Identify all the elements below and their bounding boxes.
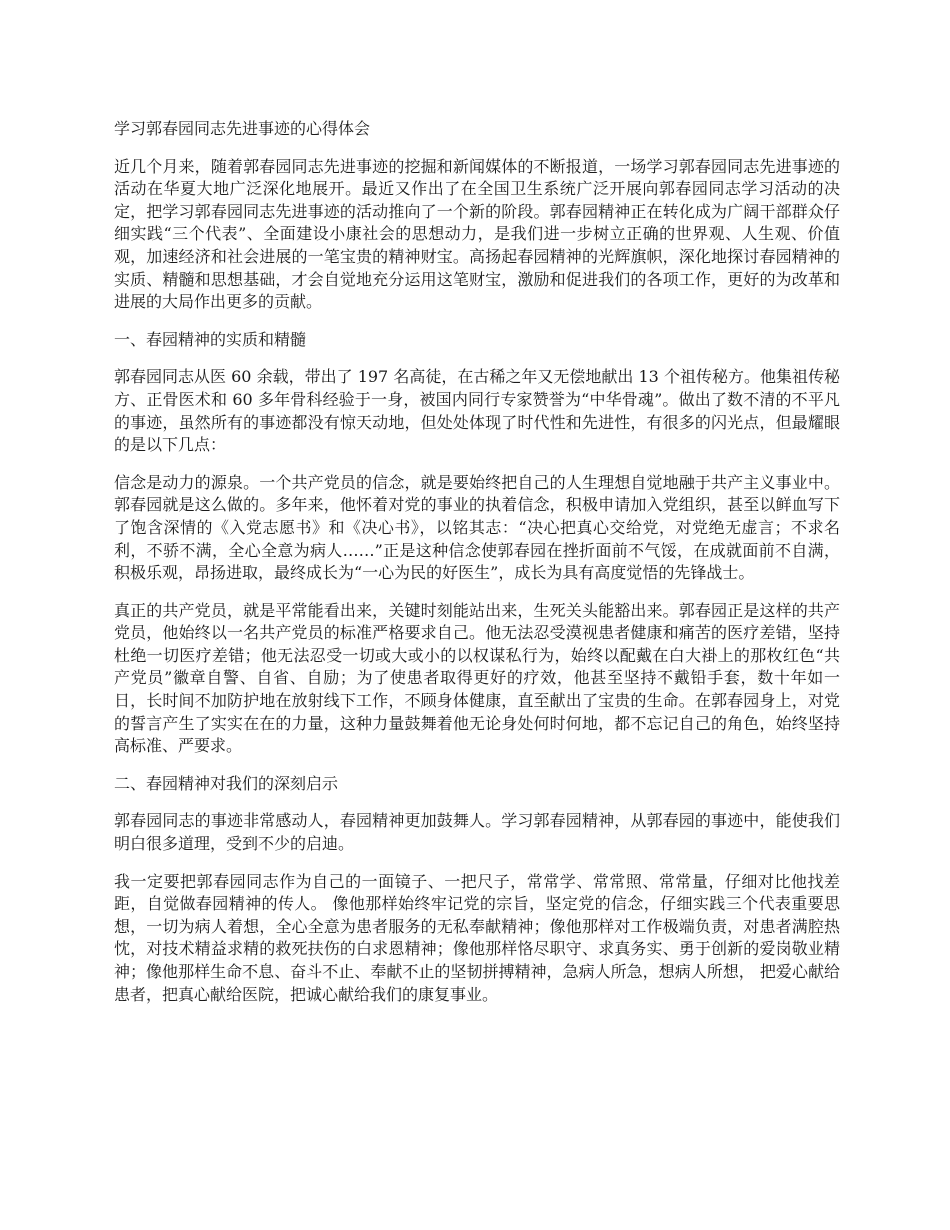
paragraph-true-member: 真正的共产党员，就是平常能看出来，关键时刻能站出来，生死关头能豁出来。郭春园正是这样的共产党员，他始终以一名共产党员的标准严格要求自己。他无法忍受漠视患者健康和痛苦的医疗差错，坚持杜绝一切医疗差错；他无法忍受一切或大或小的以权谋私行为，始终以配戴在白大褂上的那枚红色“共产党员”徽章自警、自省、自励；为了使患者取得更好的疗效，他甚至坚持不戴铅手套，数十年如一日，长时间不加防护地在放射线下工作，不顾身体健康，直至献出了宝贵的生命。在郭春园身上，对党的誓言产生了实实在在的力量，这种力量鼓舞着他无论身处何时何地，都不忘记自己的角色，始终坚持高标准、严要求。 — [114, 600, 840, 756]
document-title: 学习郭春园同志先进事迹的心得体会 — [114, 119, 371, 138]
paragraph-mirror: 我一定要把郭春园同志作为自己的一面镜子、一把尺子，常常学、常常照、常常量，仔细对比他找差距，自觉做春园精神的传人。 像他那样始终牢记党的宗旨，坚定党的信念，仔细实践三个代表重要思想，一切为病人着想，全心全意为患者服务的无私奉献精神；像他那样对工作极端负责，对患者满腔热忱，对技术精益求精的救死扶伤的白求恩精神；像他那样恪尽职守、求真务实、勇于创新的爱岗敬业精神；像他那样生命不息、奋斗不止、奉献不止的坚韧拼搏精神，急病人所急，想病人所想， 把爱心献给患者，把真心献给医院，把诚心献给我们的康复事业。 — [114, 871, 840, 1004]
paragraph-intro: 近几个月来，随着郭春园同志先进事迹的挖掘和新闻媒体的不断报道，一场学习郭春园同志先进事迹的活动在华夏大地广泛深化地展开。最近又作出了在全国卫生系统广泛开展向郭春园同志学习活动的决定，把学习郭春园同志先进事迹的活动推向了一个新的阶段。郭春园精神正在转化成为广阔干部群众仔细实践“三个代表”、全面建设小康社会的思想动力，是我们进一步树立正确的世界观、人生观、价值观，加速经济和社会进展的一笔宝贵的精神财宝。高扬起春园精神的光辉旗帜，深化地探讨春园精神的实质、精髓和思想基础，才会自觉地充分运用这笔财宝，激励和促进我们的各项工作，更好的为改革和进展的大局作出更多的贡献。 — [114, 156, 840, 312]
document-page — [114, 118, 840, 1021]
paragraph-section2-intro: 郭春园同志的事迹非常感动人，春园精神更加鼓舞人。学习郭春园精神，从郭春园的事迹中，能使我们明白很多道理，受到不少的启迪。 — [114, 811, 840, 854]
paragraph-belief: 信念是动力的源泉。一个共产党员的信念，就是要始终把自己的人生理想自觉地融于共产主义事业中。郭春园就是这么做的。多年来，他怀着对党的事业的执着信念，积极申请加入党组织，甚至以鲜血写下了饱含深情的《入党志愿书》和《决心书》，以铭其志：“决心把真心交给党，对党绝无虚言；不求名利，不骄不满，全心全意为病人……”正是这种信念使郭春园在挫折面前不气馁，在成就面前不自满，积极乐观，昂扬进取，最终成长为“一心为民的好医生”，成长为具有高度觉悟的先锋战士。 — [114, 472, 840, 583]
section-heading-2: 二、春园精神对我们的深刻启示 — [114, 773, 339, 793]
paragraph-section1-intro: 郭春园同志从医 60 余载，带出了 197 名高徒，在古稀之年又无偿地献出 13 个祖传秘方。他集祖传秘方、正骨医术和 60 多年骨科经验于一身，被国内同行专家赞誉为“中华骨魂”。做出了数不清的不平凡的事迹，虽然所有的事迹都没有惊天动地，但处处体现了时代性和先进性，有很多的闪光点，但最耀眼的是以下几点： — [114, 367, 840, 455]
section-heading-1: 一、春园精神的实质和精髓 — [114, 329, 307, 349]
